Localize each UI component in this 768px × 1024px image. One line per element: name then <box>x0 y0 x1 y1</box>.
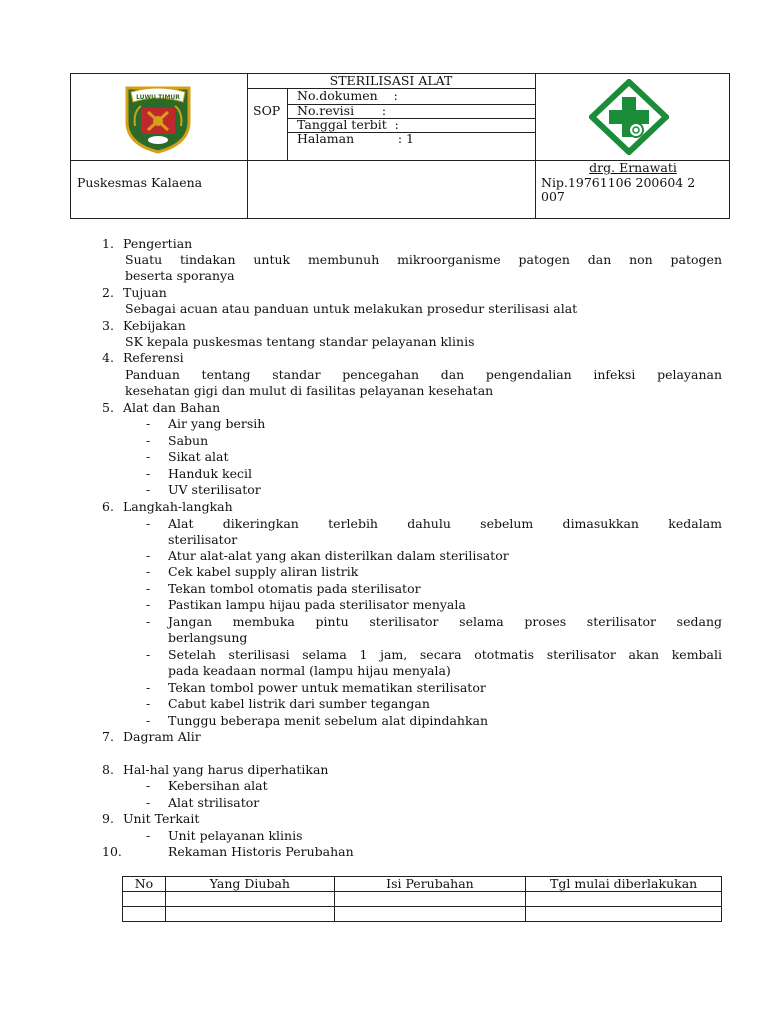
section-title: Pengertian <box>123 236 193 251</box>
column-header: Yang Diubah <box>165 877 334 892</box>
bullet-dash: - <box>146 778 151 793</box>
bullet-dash: - <box>146 713 151 728</box>
list-item: Atur alat-alat yang akan disterilkan dalam sterilisator <box>168 548 509 563</box>
list-item: Alat dikeringkan terlebih dahulu sebelum dimasukkan kedalam <box>168 516 722 531</box>
bullet-dash: - <box>146 696 151 711</box>
section-title: Dagram Alir <box>123 729 201 744</box>
bullet-dash: - <box>146 433 151 448</box>
section-title: Langkah-langkah <box>123 499 233 514</box>
list-item: Tekan tombol otomatis pada sterilisator <box>168 581 421 596</box>
header-divider <box>247 74 248 219</box>
list-item: Handuk kecil <box>168 466 252 481</box>
signer-nip: Nip.19761106 200604 2 <box>541 175 696 190</box>
header-divider <box>535 74 536 219</box>
paragraph-line: kesehatan gigi dan mulut di fasilitas pelayanan kesehatan <box>125 383 494 398</box>
document-title: STERILISASI ALAT <box>329 73 453 88</box>
bullet-dash: - <box>146 466 151 481</box>
section-number: 7. <box>102 729 114 744</box>
column-header: Tgl mulai diberlakukan <box>526 877 722 892</box>
list-item: Sabun <box>168 433 209 448</box>
list-item: Cabut kabel listrik dari sumber tegangan <box>168 696 430 711</box>
list-item: Cek kabel supply aliran listrik <box>168 564 359 579</box>
section-title: Rekaman Historis Perubahan <box>168 844 354 859</box>
field-no-dokumen: No.dokumen : <box>297 88 398 103</box>
bullet-dash: - <box>146 416 151 431</box>
list-item: Kebersihan alat <box>168 778 268 793</box>
section-number: 9. <box>102 811 114 826</box>
list-item: Setelah sterilisasi selama 1 jam, secara ototmatis sterilisator akan kembali <box>168 647 722 662</box>
section-number: 6. <box>102 499 114 514</box>
list-item: Alat strilisator <box>168 795 260 810</box>
paragraph-line: SK kepala puskesmas tentang standar pelayanan klinis <box>125 334 475 349</box>
table-row <box>123 892 722 907</box>
field-halaman: Halaman : 1 <box>297 131 415 146</box>
list-item-cont: berlangsung <box>168 630 248 645</box>
list-item: UV sterilisator <box>168 482 261 497</box>
bullet-dash: - <box>146 564 151 579</box>
column-header: Isi Perubahan <box>334 877 526 892</box>
sop-label: SOP <box>253 103 281 118</box>
signer-nip-cont: 007 <box>541 189 565 204</box>
list-item: Jangan membuka pintu sterilisator selama proses sterilisator sedang <box>168 614 722 629</box>
list-item: Pastikan lampu hijau pada sterilisator menyala <box>168 597 466 612</box>
section-title: Alat dan Bahan <box>123 400 221 415</box>
bullet-dash: - <box>146 597 151 612</box>
luwu-timur-crest-icon <box>121 82 195 154</box>
list-item-cont: pada keadaan normal (lampu hijau menyala) <box>168 663 451 678</box>
list-item: Unit pelayanan klinis <box>168 828 303 843</box>
section-title: Referensi <box>123 350 184 365</box>
field-no-revisi: No.revisi : <box>297 103 387 118</box>
column-header: No <box>123 877 166 892</box>
list-item: Sikat alat <box>168 449 229 464</box>
section-number: 10. <box>102 844 122 859</box>
bullet-dash: - <box>146 614 151 629</box>
revision-history-table <box>122 876 722 922</box>
paragraph-line: beserta sporanya <box>125 268 235 283</box>
section-number: 8. <box>102 762 114 777</box>
paragraph-line: Sebagai acuan atau panduan untuk melakukan prosedur sterilisasi alat <box>125 301 578 316</box>
section-number: 5. <box>102 400 114 415</box>
puskesmas-cross-icon <box>589 79 669 155</box>
section-title: Tujuan <box>123 285 167 300</box>
list-item: Tunggu beberapa menit sebelum alat dipindahkan <box>168 713 489 728</box>
section-number: 4. <box>102 350 114 365</box>
bullet-dash: - <box>146 449 151 464</box>
list-item: Tekan tombol power untuk mematikan sterilisator <box>168 680 486 695</box>
organization-name: Puskesmas Kalaena <box>77 175 203 190</box>
section-number: 2. <box>102 285 114 300</box>
list-item: Air yang bersih <box>168 416 266 431</box>
bullet-dash: - <box>146 680 151 695</box>
signer-name: drg. Ernawati <box>589 160 677 175</box>
list-item-cont: sterilisator <box>168 532 238 547</box>
table-header-row <box>123 877 722 892</box>
section-title: Kebijakan <box>123 318 186 333</box>
section-title: Unit Terkait <box>123 811 200 826</box>
section-number: 1. <box>102 236 114 251</box>
bullet-dash: - <box>146 581 151 596</box>
section-title: Hal-hal yang harus diperhatikan <box>123 762 329 777</box>
header-divider <box>287 88 288 160</box>
field-tanggal-terbit: Tanggal terbit : <box>297 117 399 132</box>
section-number: 3. <box>102 318 114 333</box>
bullet-dash: - <box>146 795 151 810</box>
paragraph-line: Panduan tentang standar pencegahan dan pengendalian infeksi pelayanan <box>125 367 722 382</box>
paragraph-line: Suatu tindakan untuk membunuh mikroorganisme patogen dan non patogen <box>125 252 722 267</box>
bullet-dash: - <box>146 516 151 531</box>
bullet-dash: - <box>146 828 151 843</box>
bullet-dash: - <box>146 548 151 563</box>
header-table <box>70 73 730 219</box>
bullet-dash: - <box>146 482 151 497</box>
table-row <box>123 907 722 922</box>
bullet-dash: - <box>146 647 151 662</box>
svg-text:LUWU TIMUR: LUWU TIMUR <box>136 94 180 101</box>
